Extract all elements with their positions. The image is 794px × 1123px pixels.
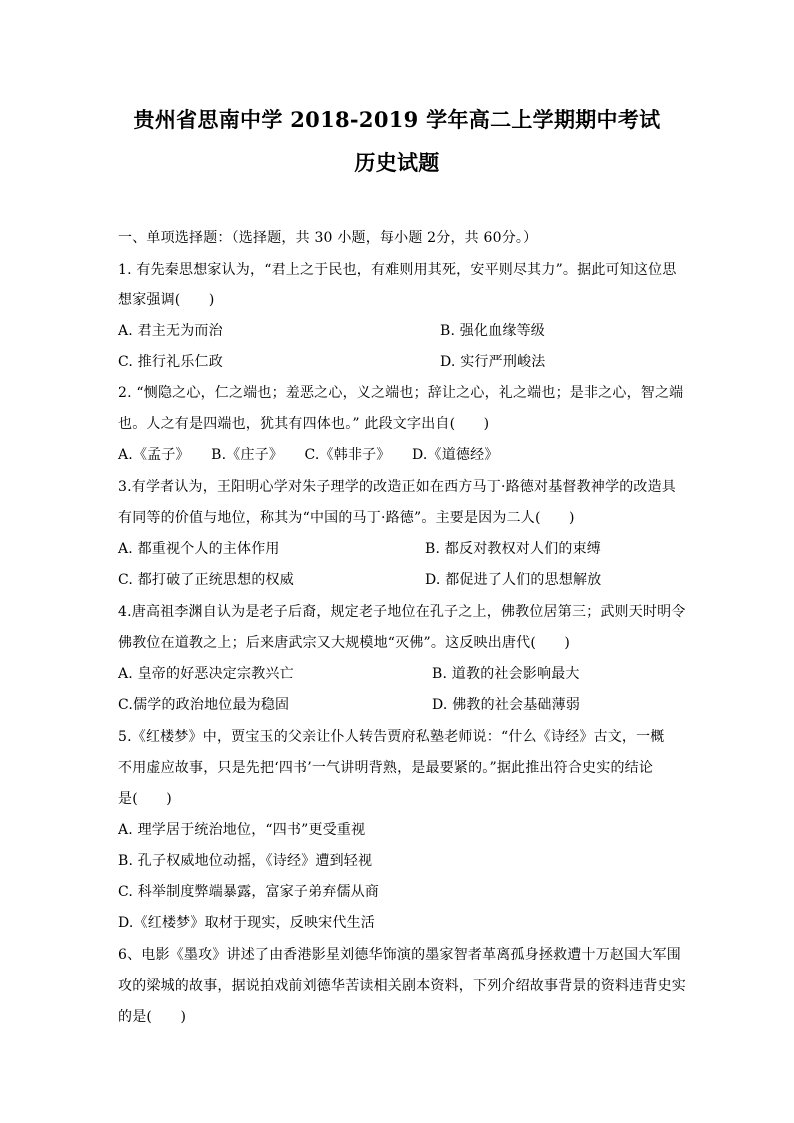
question-2-stem-line-1: 2. “恻隐之心，仁之端也；羞恶之心，义之端也；辞让之心，礼之端也；是非之心，智之端 — [118, 385, 684, 401]
question-2-options: A.《孟子》 B.《庄子》 C.《韩非子》 D.《道德经》 — [118, 447, 499, 463]
exam-title: 贵州省思南中学 2018-2019 学年高二上学期期中考试 — [133, 107, 661, 132]
question-1-option-b: B. 强化血缘等级 — [440, 323, 545, 339]
exam-subtitle: 历史试题 — [354, 150, 440, 175]
question-3-stem-line-1: 3.有学者认为，王阳明心学对朱子理学的改造正如在西方马丁·路德对基督教神学的改造具 — [118, 479, 677, 495]
question-5-option-d: D.《红楼梦》取材于现实，反映宋代生活 — [118, 915, 375, 931]
question-4-option-b: B. 道教的社会影响最大 — [432, 666, 580, 682]
question-4-option-c: C.儒学的政治地位最为稳固 — [118, 697, 290, 713]
question-3-stem-line-2: 有同等的价值与地位，称其为“中国的马丁·路德”。主要是因为二人( ) — [118, 510, 575, 526]
question-3-option-a: A. 都重视个人的主体作用 — [118, 541, 280, 557]
question-6-stem-line-3: 的是( ) — [118, 1009, 187, 1025]
question-6-stem-line-1: 6、电影《墨攻》讲述了由香港影星刘德华饰演的墨家智者革离孤身拯救遭十万赵国大军围 — [118, 947, 681, 963]
question-4-stem-line-1: 4.唐高祖李渊自认为是老子后裔，规定老子地位在孔子之上，佛教位居第三；武则天时明令 — [118, 604, 686, 620]
question-5-stem-line-2: 不用虚应故事，只是先把‘四书’一气讲明背熟，是最要紧的。”据此推出符合史实的结论 — [118, 760, 654, 776]
question-1-option-a: A. 君主无为而治 — [118, 323, 223, 339]
question-5-option-b: B. 孔子权威地位动摇，《诗经》遭到轻视 — [118, 853, 373, 869]
question-1-option-d: D. 实行严刑峻法 — [440, 354, 546, 370]
question-5-stem-line-3: 是( ) — [118, 791, 172, 807]
question-6-stem-line-2: 攻的梁城的故事，据说拍戏前刘德华苦读相关剧本资料，下列介绍故事背景的资料违背史实 — [118, 978, 686, 994]
question-2-stem-line-2: 也。人之有是四端也，犹其有四体也。” 此段文字出自( ) — [118, 416, 490, 432]
question-4-option-a: A. 皇帝的好恶决定宗教兴亡 — [118, 666, 294, 682]
question-1-option-c: C. 推行礼乐仁政 — [118, 354, 223, 370]
question-3-option-b: B. 都反对教权对人们的束缚 — [425, 541, 601, 557]
section-heading: 一、单项选择题：（选择题，共 30 小题，每小题 2分，共 60分。） — [118, 230, 538, 246]
question-5-stem-line-1: 5.《红楼梦》中，贾宝玉的父亲让仆人转告贾府私塾老师说：“什么《诗经》古文，一概 — [118, 729, 665, 745]
question-1-stem-line-1: 1. 有先秦思想家认为，“君上之于民也，有难则用其死，安平则尽其力”。据此可知这位思 — [118, 262, 677, 278]
question-5-option-a: A. 理学居于统治地位，“四书”更受重视 — [118, 822, 366, 838]
question-1-stem-line-2: 想家强调( ) — [118, 292, 215, 308]
question-4-option-d: D. 佛教的社会基础薄弱 — [432, 697, 581, 713]
question-3-option-c: C. 都打破了正统思想的权威 — [118, 572, 294, 588]
question-5-option-c: C. 科举制度弊端暴露，富家子弟弃儒从商 — [118, 884, 380, 900]
question-3-option-d: D. 都促进了人们的思想解放 — [425, 572, 602, 588]
question-4-stem-line-2: 佛教位在道教之上；后来唐武宗又大规模地“灭佛”。这反映出唐代( ) — [118, 635, 571, 651]
